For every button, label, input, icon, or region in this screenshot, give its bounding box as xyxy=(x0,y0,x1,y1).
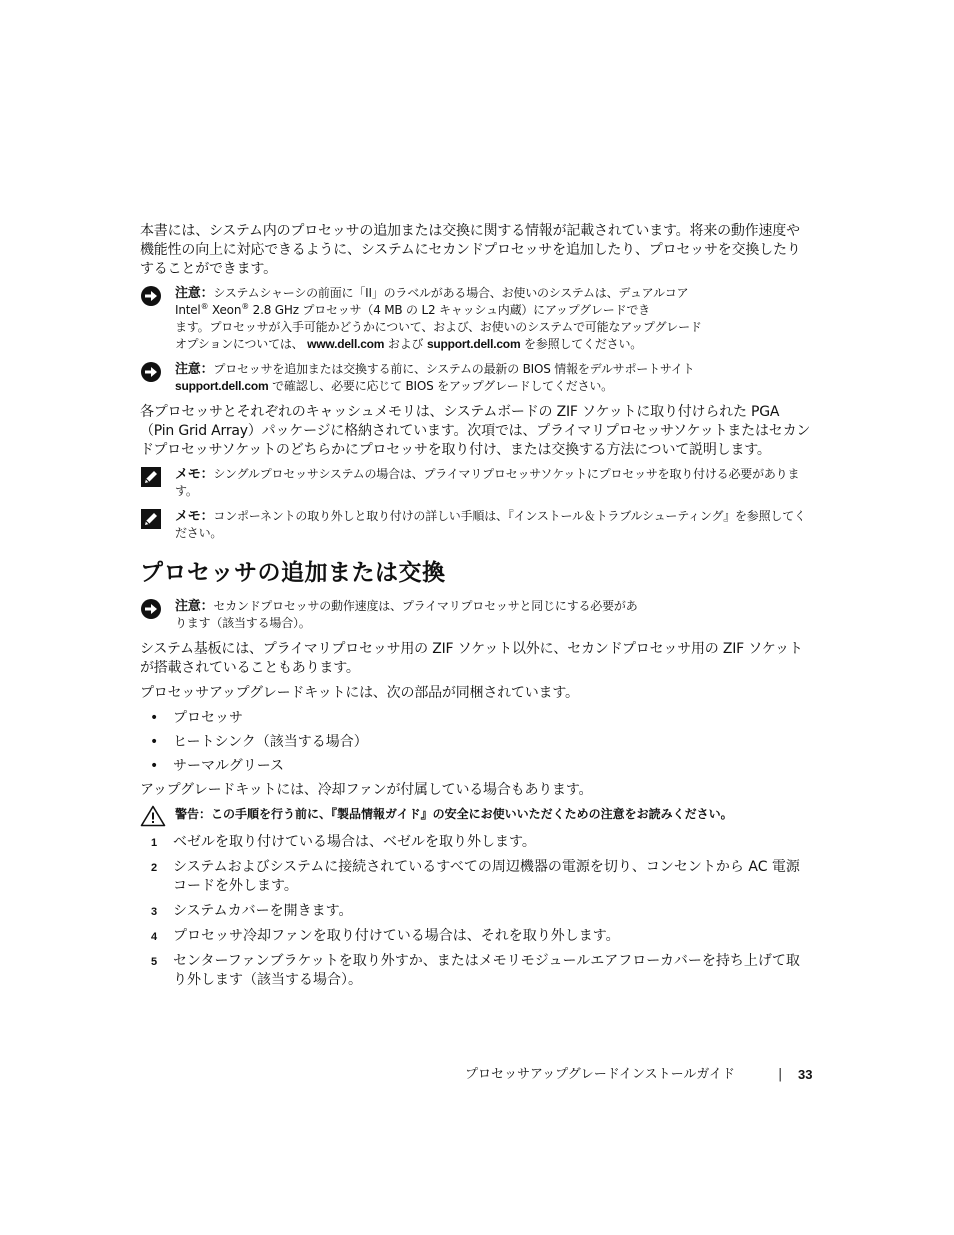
step-number: 5 xyxy=(151,956,158,968)
page-content xyxy=(140,222,812,996)
safety-warning xyxy=(140,806,812,823)
warning-label: 警告： xyxy=(175,807,212,821)
kit-contents-list xyxy=(140,709,812,776)
support-link: support.dell.com xyxy=(426,337,521,351)
pencil-note-icon xyxy=(140,466,162,488)
notice-icon xyxy=(140,285,162,307)
notice-dual-core xyxy=(140,285,812,353)
notice-text: を参照してください。 xyxy=(524,337,643,351)
step-number: 4 xyxy=(151,931,158,943)
step-item: 5 センターファンブラケットを取り外すか、またはメモリモジュールエアフローカバーを持ち上げて取り外します（該当する場合）。 xyxy=(151,953,800,988)
footer-guide-title: プロセッサアップグレードインストールガイド xyxy=(465,1067,736,1082)
step-item: 4 プロセッサ冷却ファンを取り付けている場合は、それを取り外します。 xyxy=(140,927,812,946)
socket-paragraph: 各プロセッサとそれぞれのキャッシュメモリは、システムボードの ZIF ソケットに取り付けられた PGA（Pin Grid Array）パッケージに格納されています。次項では、プライマリプロセッサソケットまたはセカンドプロセッサソケットのどちらかにプロセッサを取り付け、または交換する方法について説明します。 xyxy=(140,404,811,458)
procedure-steps xyxy=(140,833,812,990)
registered-mark: ® xyxy=(241,302,250,311)
intel-brand: Intel xyxy=(175,303,201,317)
notice-text: および xyxy=(387,337,424,351)
notice-label: 注意： xyxy=(175,362,214,377)
notice-text: オプションについては、 xyxy=(175,337,304,351)
notice-text: セカンドプロセッサの動作速度は、プライマリプロセッサと同じにする必要があ xyxy=(213,599,638,613)
step-number: 1 xyxy=(151,837,158,849)
bullet-icon: • xyxy=(150,758,159,774)
support-link: support.dell.com xyxy=(175,379,269,393)
memo-label: メモ： xyxy=(175,509,214,524)
xeon-brand: Xeon xyxy=(212,303,242,317)
warning-text: この手順を行う前に、『製品情報ガイド』の安全にお使いいただくための注意をお読みください。 xyxy=(211,807,733,821)
notice-processor-speed xyxy=(140,598,812,632)
notice-text: システムシャーシの前面に「II」のラベルがある場合、お使いのシステムは、デュアルコア xyxy=(213,286,689,300)
memo-label: メモ： xyxy=(175,467,214,482)
step-item: 1 ベゼルを取り付けている場合は、ベゼルを取り外します。 xyxy=(140,833,812,852)
notice-bios xyxy=(140,361,812,395)
step-item: 3 システムカバーを開きます。 xyxy=(140,902,812,921)
list-item: • プロセッサ xyxy=(150,710,243,726)
notice-text: ます。プロセッサが入手可能かどうかについて、および、お使いのシステムで可能なアップグレード xyxy=(175,320,702,334)
kit-paragraph: プロセッサアップグレードキットには、次の部品が同梱されています。 xyxy=(140,685,579,701)
list-item: • ヒートシンク（該当する場合） xyxy=(150,734,368,750)
step-item: 2 システムおよびシステムに接続されているすべての周辺機器の電源を切り、コンセントから AC 電源コードを外します。 xyxy=(151,859,800,894)
dell-link: www.dell.com xyxy=(307,337,385,351)
registered-mark: ® xyxy=(200,302,209,311)
memo-single-processor xyxy=(140,466,812,500)
notice-text: ります（該当する場合）。 xyxy=(175,616,311,630)
fan-paragraph: アップグレードキットには、冷却ファンが付属している場合もあります。 xyxy=(140,782,593,798)
memo-text: シングルプロセッサシステムの場合は、プライマリプロセッサソケットにプロセッサを取り付ける必要があります。 xyxy=(175,467,800,498)
notice-text: プロセッサを追加または交換する前に、システムの最新の BIOS 情報をデルサポートサイト xyxy=(213,362,695,376)
notice-label: 注意： xyxy=(175,599,214,614)
page-footer xyxy=(465,1066,815,1083)
notice-icon xyxy=(140,361,162,383)
footer-separator: | xyxy=(778,1067,783,1082)
memo-text: コンポーネントの取り外しと取り付けの詳しい手順は、『インストール＆トラブルシューティング』を参照してください。 xyxy=(175,509,806,540)
section-heading: プロセッサの追加または交換 xyxy=(140,560,446,586)
board-paragraph: システム基板には、プライマリプロセッサ用の ZIF ソケット以外に、セカンドプロセッサ用の ZIF ソケットが搭載されていることもあります。 xyxy=(140,641,803,676)
step-number: 2 xyxy=(151,862,158,874)
intro-paragraph: 本書には、システム内のプロセッサの追加または交換に関する情報が記載されています。将来の動作速度や機能性の向上に対応できるように、システムにセカンドプロセッサを追加したり、プロセッサを交換したりすることができます。 xyxy=(140,223,801,277)
list-item: • サーマルグリース xyxy=(150,758,285,774)
notice-text: で確認し、必要に応じて BIOS をアップグレードしてください。 xyxy=(272,379,613,393)
notice-icon xyxy=(140,598,162,620)
notice-text: 2.8 GHz プロセッサ（4 MB の L2 キャッシュ内蔵）にアップグレードでき xyxy=(252,303,650,317)
warning-triangle-icon xyxy=(140,805,166,827)
bullet-icon: • xyxy=(150,734,159,750)
bullet-icon: • xyxy=(150,710,159,726)
memo-install-guide xyxy=(140,508,812,542)
page-number: 33 xyxy=(798,1067,813,1082)
step-number: 3 xyxy=(151,906,158,918)
pencil-note-icon xyxy=(140,508,162,530)
notice-label: 注意： xyxy=(175,286,214,301)
